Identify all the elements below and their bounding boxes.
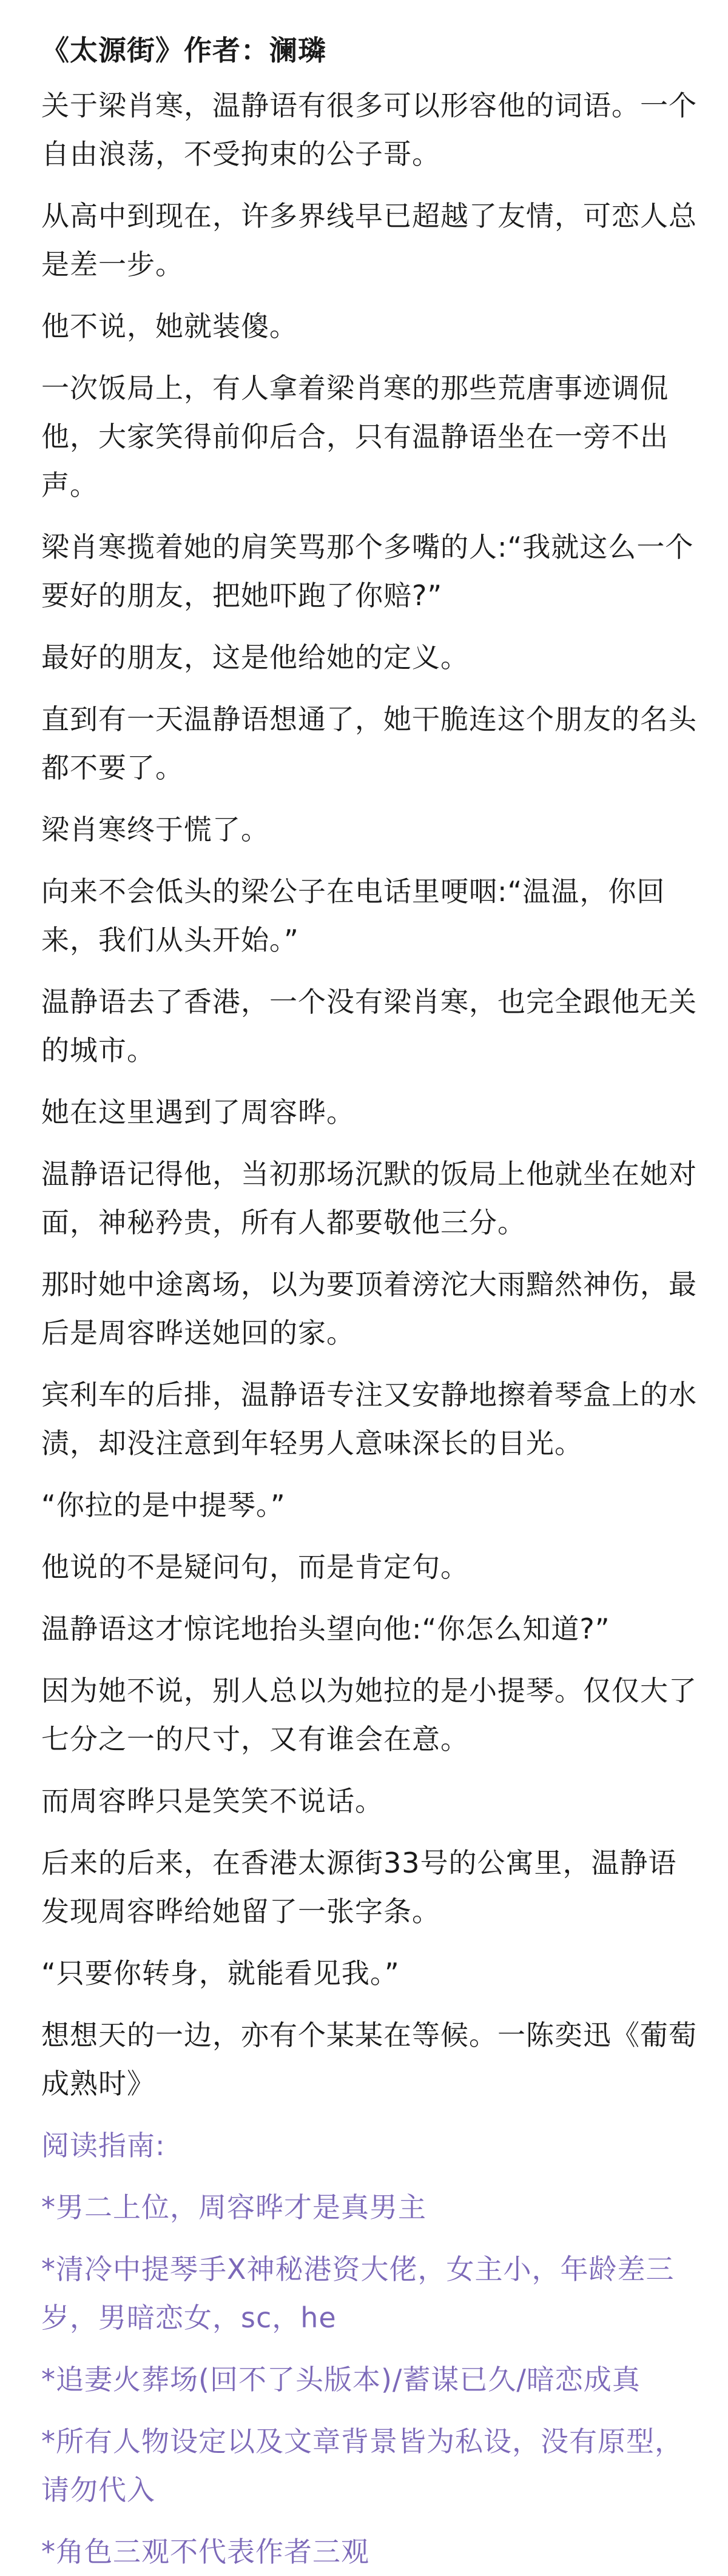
paragraph: 而周容晔只是笑笑不说话。 xyxy=(41,1785,383,1817)
paragraph: 宾利车的后排，温静语专注又安静地擦着琴盒上的水渍，却没注意到年轻男人意味深长的目光。 xyxy=(41,1378,697,1460)
reading-guide-item: *男二上位，周容晔才是真男主 xyxy=(41,2191,426,2224)
paragraph: 因为她不说，别人总以为她拉的是小提琴。仅仅大了七分之一的尺寸，又有谁会在意。 xyxy=(41,1674,697,1756)
paragraph: 梁肖寒揽着她的肩笑骂那个多嘴的人:“我就这么一个要好的朋友，把她吓跑了你赔?” xyxy=(41,531,694,612)
paragraph: 向来不会低头的梁公子在电话里哽咽:“温温，你回来，我们从头开始。” xyxy=(41,875,666,956)
paragraph: 从高中到现在，许多界线早已超越了友情，可恋人总是差一步。 xyxy=(41,200,697,281)
paragraph: “只要你转身，就能看见我。” xyxy=(41,1957,400,1990)
paragraph: “你拉的是中提琴。” xyxy=(41,1489,286,1521)
reading-guide-item: *所有人物设定以及文章背景皆为私设，没有原型，请勿代入 xyxy=(41,2425,683,2506)
paragraph: 后来的后来，在香港太源街33号的公寓里，温静语发现周容晔给她留了一张字条。 xyxy=(41,1846,677,1928)
book-title: 《太源街》作者：澜璘 xyxy=(41,34,326,67)
paragraph: 温静语记得他，当初那场沉默的饭局上他就坐在她对面，神秘矜贵，所有人都要敬他三分。 xyxy=(41,1158,697,1239)
paragraph: 梁肖寒终于慌了。 xyxy=(41,813,269,846)
paragraph: 想想天的一边，亦有个某某在等候。一陈奕迅《葡萄成熟时》 xyxy=(41,2019,697,2100)
paragraph: 她在这里遇到了周容晔。 xyxy=(41,1096,355,1129)
paragraph: 那时她中途离场，以为要顶着滂沱大雨黯然神伤，最后是周容晔送她回的家。 xyxy=(41,1268,697,1349)
paragraph: 他说的不是疑问句，而是肯定句。 xyxy=(41,1551,469,1583)
paragraph: 温静语这才惊诧地抬头望向他:“你怎么知道?” xyxy=(41,1612,610,1645)
reading-guide-item: *角色三观不代表作者三观 xyxy=(41,2535,369,2568)
paragraph: 直到有一天温静语想通了，她干脆连这个朋友的名头都不要了。 xyxy=(41,703,697,784)
paragraph: 一次饭局上，有人拿着梁肖寒的那些荒唐事迹调侃他，大家笑得前仰后合，只有温静语坐在一旁不出声。 xyxy=(41,372,669,501)
paragraph: 温静语去了香港，一个没有梁肖寒，也完全跟他无关的城市。 xyxy=(41,985,697,1067)
reading-guide-item: *追妻火葬场(回不了头版本)/蓄谋已久/暗恋成真 xyxy=(41,2363,641,2396)
reading-guide-item: *清冷中提琴手X神秘港资大佬，女主小，年龄差三岁，男暗恋女，sc，he xyxy=(41,2253,675,2334)
paragraph: 他不说，她就装傻。 xyxy=(41,310,298,343)
paragraph: 最好的朋友，这是他给她的定义。 xyxy=(41,641,469,674)
paragraph: 关于梁肖寒，温静语有很多可以形容他的词语。一个自由浪荡，不受拘束的公子哥。 xyxy=(41,89,697,170)
reading-guide-heading: 阅读指南: xyxy=(41,2129,166,2162)
